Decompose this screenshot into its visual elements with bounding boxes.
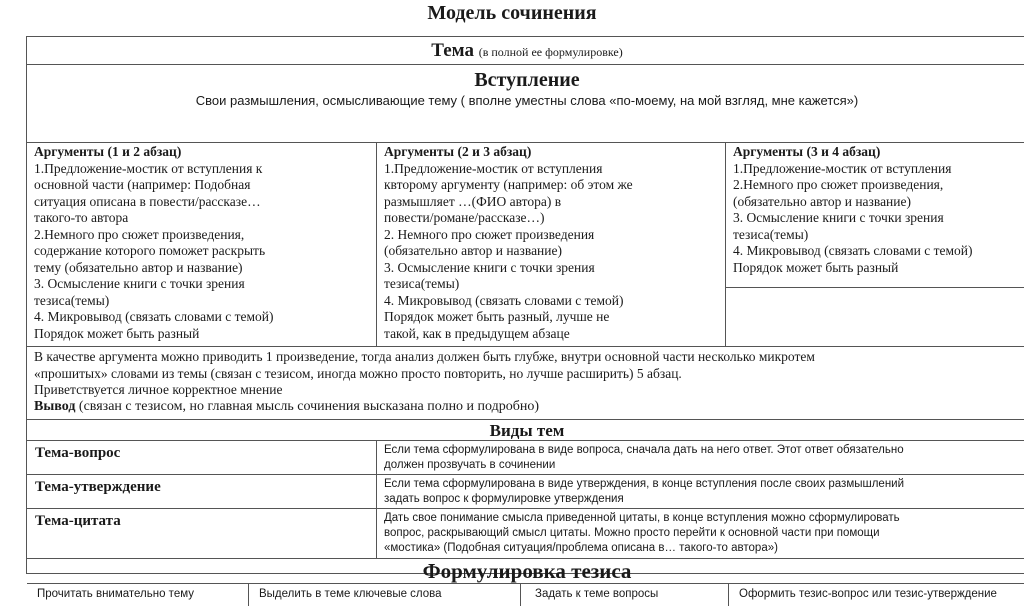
topic-type-line: вопрос, раскрывающий смысл цитаты. Можно просто перейти к основной части при помощи [384,527,880,539]
arguments-column-1 [27,143,377,347]
thesis-step: Оформить тезис-вопрос или тезис-утверждение [739,588,997,600]
topic-note: (в полной ее формулировке) [478,45,623,59]
intro-heading: Вступление [474,69,580,91]
topic-row [27,37,1024,65]
argument-line: 1.Предложение-мостик от вступления [384,160,603,176]
topic-type-text [384,511,1024,556]
thesis-heading: Формулировка тезиса [422,559,632,583]
argument-line: (обязательно автор и название) [733,193,911,209]
argument-line: основной части (например: Подобная [34,177,251,192]
argument-line: такой, как в предыдущем абзаце [384,325,570,341]
argument-line: квторому аргументу (например: об этом же [384,177,633,192]
notes-block [27,347,1024,417]
argument-line: 4. Микровывод (связать словами с темой) [384,292,624,308]
topic-type-line: Если тема сформулирована в виде утверждения, в конце вступления после своих размышлений [384,478,905,490]
argument-line: 2.Немного про сюжет произведения, [733,177,944,192]
topic-type-line: Дать свое понимание смысла приведенной цитаты, в конце вступления можно сформулировать [384,512,900,524]
conclusion-text: (связан с тезисом, но главная мысль сочинения высказана полно и подробно) [75,398,540,414]
argument-line: 1.Предложение-мостик от вступления [733,160,952,176]
arguments-column-3 [726,143,1024,288]
conclusion-label: Вывод [34,398,76,414]
note-line: «прошитых» словами из темы (связан с тезисом, иногда можно просто повторить, но лучше расширить) 5 абзац. [34,365,682,381]
conclusion-line [34,399,1024,416]
argument-line: Порядок может быть разный [34,325,200,341]
arguments-heading: Аргументы (2 и 3 абзац) [384,144,532,159]
argument-line: содержание которого поможет раскрыть [34,243,266,258]
argument-line: 3. Осмысление книги с точки зрения [34,276,245,291]
argument-line: 3. Осмысление книги с точки зрения [384,259,595,275]
topic-type-line: «мостика» (Подобная ситуация/проблема описана в… такого-то автора») [384,542,778,554]
topic-type-row [27,475,1024,509]
argument-line: 1.Предложение-мостик от вступления к [34,160,263,176]
topic-type-label: Тема-вопрос [27,441,377,474]
argument-line: Порядок может быть разный, лучше не [384,309,610,324]
argument-line: 4. Микровывод (связать словами с темой) [733,243,973,258]
topic-type-row [27,509,1024,559]
argument-line: тему (обязательно автор и название) [34,259,243,275]
topic-type-label: Тема-цитата [27,509,377,558]
topic-type-line: должен прозвучать в сочинении [384,459,556,471]
thesis-steps [27,583,1024,608]
argument-line: 2.Немного про сюжет произведения, [34,226,245,242]
topic-type-line: задать вопрос к формулировке утверждения [384,493,624,505]
topic-type-row [27,441,1024,475]
argument-line: ситуация описана в повести/рассказе… [34,193,261,209]
argument-line: 3. Осмысление книги с точки зрения [733,210,944,225]
thesis-step: Выделить в теме ключевые слова [249,584,521,606]
note-line: В качестве аргумента можно приводить 1 произведение, тогда анализ должен быть глубже, внутри основной части несколько микротем [34,349,815,364]
argument-line: тезиса(темы) [34,292,110,308]
arguments-heading: Аргументы (3 и 4 абзац) [733,144,881,159]
argument-line: (обязательно автор и название) [384,243,562,258]
thesis-step: Прочитать внимательно тему [27,584,249,606]
arguments-column-2 [377,143,726,347]
essay-model-table [26,36,1024,600]
topic-label: Тема [431,40,474,61]
topic-type-text [384,443,1024,473]
argument-line: повести/романе/рассказе…) [384,210,545,225]
argument-line: Порядок может быть разный [733,259,899,275]
argument-line: 2. Немного про сюжет произведения [384,226,595,242]
argument-line: 4. Микровывод (связать словами с темой) [34,309,274,324]
argument-line: размышляет …(ФИО автора) в [384,193,562,209]
topic-type-line: Если тема сформулирована в виде вопроса, сначала дать на него ответ. Этот ответ обязательно [384,444,904,456]
intro-row [27,65,1024,143]
argument-line: такого-то автора [34,210,129,225]
arguments-heading: Аргументы (1 и 2 абзац) [34,144,182,159]
topic-type-text [384,477,1024,507]
topic-types-heading: Виды тем [27,419,1024,441]
argument-line: тезиса(темы) [384,276,460,291]
argument-line: тезиса(темы) [733,226,809,242]
thesis-step: Задать к теме вопросы [521,584,729,606]
page-title: Модель сочинения [427,2,597,24]
topic-type-label: Тема-утверждение [27,475,377,508]
note-line: Приветствуется личное корректное мнение [34,382,283,397]
arguments-row [27,143,1024,347]
intro-text: Свои размышления, осмысливающие тему ( вполне уместны слова «по-моему, на мой взгляд, мне кажется») [195,93,859,108]
